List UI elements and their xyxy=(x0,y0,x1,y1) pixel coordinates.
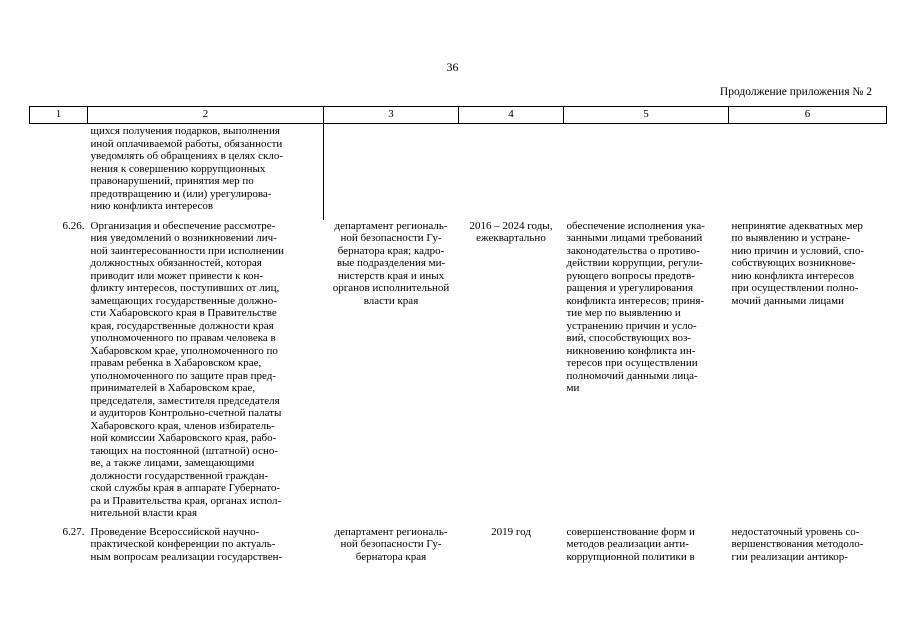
term-text: 2019 год xyxy=(491,525,531,538)
goal-text: совершенствование форм и методов реализации анти- коррупционной политики в xyxy=(566,525,695,563)
column-header-2: 2 xyxy=(88,107,324,124)
measure-text: Организация и обеспечение рассмотре- ния уведомлений о возникновении лич- ной заинтересованности при исполнении должностных обязанностей, которая приводит или может привести к кон- фликту интересов, поступивших от лиц, замещающих государственные должно- сти Хабаровского края в Правительстве края, государственные должности края уполномоченного по правам человека в Хабаровском крае, уполномоченного по правам ребенка в Хабаровском крае, уполномоченного по защите прав пред- принимателей в Хабаровском крае, председателя, заместителя председателя и аудиторов Контрольно-счетной палаты Хабаровского края, членов избиратель- ной комиссии Хабаровского края, рабо- тающих на постоянной (штатной) осно- ве, а также лицами, замещающими должности государственной граждан- ской службы края в аппарате Губернато- ра и Правительства края, органах испол- нительной власти края xyxy=(90,219,285,519)
row-number xyxy=(30,124,88,220)
executor-text: департамент региональ- ной безопасности Гу- бернатора края; кадро- вые подразделения ми- нистерств края и иных органов исполнительной власти края xyxy=(332,219,450,307)
table-row xyxy=(30,124,887,220)
measures-table xyxy=(29,106,887,569)
term-text: 2016 – 2024 годы, ежеквартально xyxy=(469,219,553,244)
measure-text: Проведение Всероссийской научно- практической конференции по актуаль- ным вопросам реализации государствен- xyxy=(90,525,283,563)
column-header-4: 4 xyxy=(459,107,564,124)
continuation-label: Продолжение приложения № 2 xyxy=(719,86,872,98)
column-header-6: 6 xyxy=(729,107,887,124)
table-row xyxy=(30,220,887,526)
risk-text: недостаточный уровень со- вершенствования методоло- гии реализации антикор- xyxy=(731,525,864,563)
executor-text: департамент региональ- ной безопасности Гу- бернатора края xyxy=(334,525,448,563)
risk-text: непринятие адекватных мер по выявлению и устране- нию причин и условий, спо- собствующих возникнове- нию конфликта интересов при осуществлении полно- мочий данными лицами xyxy=(731,219,864,307)
row-number: 6.26. xyxy=(62,219,85,232)
table-header-row xyxy=(30,107,887,124)
executor-text xyxy=(324,124,459,220)
risk-text xyxy=(729,124,887,220)
column-header-1: 1 xyxy=(30,107,88,124)
goal-text: обеспечение исполнения ука- занными лицами требований законодательства о противо- действии коррупции, регули- рующего вопросы предотв- ращения и урегулирования конфликта интересов; приня- тие мер по выявлению и устранению причин и усло- вий, способствующих воз- никновению конфликта ин- тересов при осуществлении полномочий данными лица- ми xyxy=(566,219,705,394)
column-header-3: 3 xyxy=(324,107,459,124)
row-number: 6.27. xyxy=(62,525,85,538)
measure-text: щихся получения подарков, выполнения иной оплачиваемой работы, обязанности уведомлять об обращениях в целях скло- нения к совершению коррупционных правонарушений, принятия мер по предотвращению и (или) урегулирова- нию конфликта интересов xyxy=(90,125,283,212)
goal-text xyxy=(564,124,729,220)
term-text xyxy=(459,124,564,220)
page-number: 36 xyxy=(446,60,459,74)
column-header-5: 5 xyxy=(564,107,729,124)
table-row xyxy=(30,526,887,570)
